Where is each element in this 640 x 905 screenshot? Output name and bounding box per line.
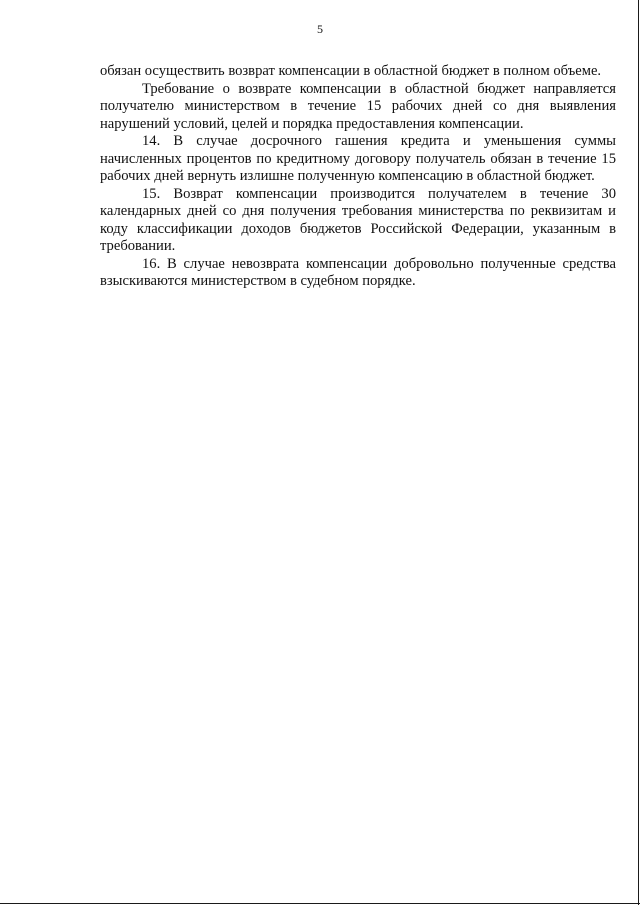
page-number: 5 (317, 22, 323, 36)
paragraph-continuation: обязан осуществить возврат компенсации в областной бюджет в полном объеме. (100, 63, 602, 79)
paragraph-14: 14. В случае досрочного гашения кредита и уменьшения суммы начисленных процентов по кредитному договору получатель обязан в течение 15 рабочих дней вернуть излишне полученную компенсацию в областной бюджет. (100, 133, 616, 184)
paragraph-15: 15. Возврат компенсации производится получателем в течение 30 календарных дней со дня получения требования министерства по реквизитам и коду классификации доходов бюджетов Российской Федерации, указанным в требовании. (100, 185, 616, 254)
scan-edge-bottom (0, 903, 640, 904)
paragraph-return-requirement: Требование о возврате компенсации в областной бюджет направляется получателю министерством в течение 15 рабочих дней со дня выявления нарушений условий, целей и порядка предоставления компенсации. (100, 80, 616, 132)
paragraph-16: 16. В случае невозврата компенсации добровольно полученные средства взыскиваются министерством в судебном порядке. (100, 255, 616, 289)
document-body (100, 63, 616, 291)
scan-edge-right (638, 0, 639, 905)
